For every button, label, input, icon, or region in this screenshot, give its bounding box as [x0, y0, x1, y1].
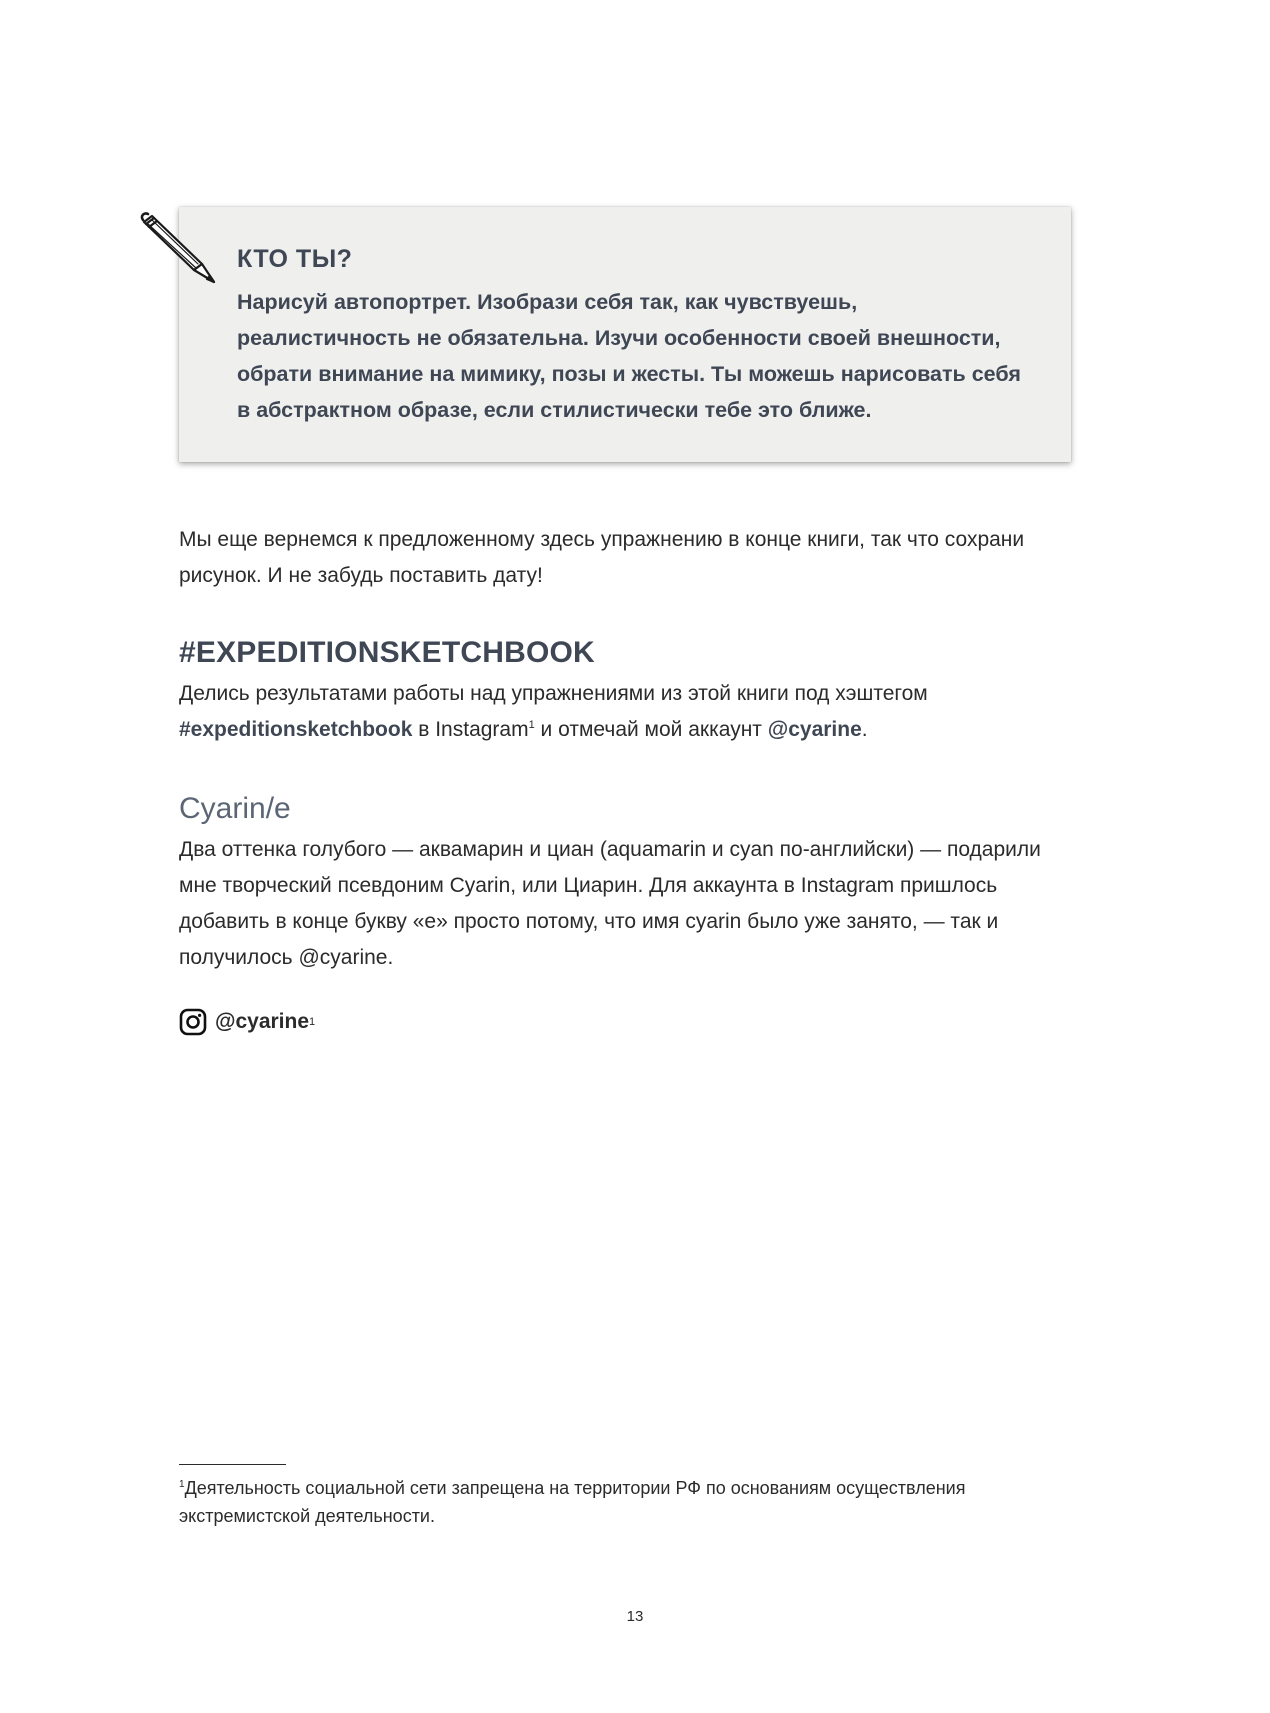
- intro-paragraph: Мы еще вернемся к предложенному здесь упражнению в конце книги, так что сохрани рисунок. И не забудь поставить дату!: [179, 528, 1025, 587]
- card-text: Нарисуй автопортрет. Изобрази себя так, как чувствуешь, реалистичность не обязательна. Изучи особенности своей внешности, обрати внимание на мимику, позы и жесты. Ты можешь нарисовать себя в абстрактном образе, если стилистически тебе это ближе.: [237, 290, 1021, 422]
- exercise-card: [179, 207, 1071, 462]
- hashtag-text-before: Делись результатами работы над упражнениями из этой книги под хэштегом: [179, 682, 928, 705]
- footnote: [179, 1474, 1079, 1530]
- footnote-text: Деятельность социальной сети запрещена на территории РФ по основаниям осуществления экстремистской деятельности.: [179, 1478, 966, 1526]
- cyarin-heading: Cyarin/e: [179, 792, 291, 825]
- hashtag-link[interactable]: #expeditionsketchbook: [179, 718, 413, 741]
- account-link[interactable]: @cyarine: [767, 718, 862, 741]
- instagram-icon: [179, 1008, 207, 1036]
- hashtag-text-middle: в Instagram: [412, 718, 529, 741]
- page-number: 13: [626, 1608, 644, 1625]
- card-title: КТО ТЫ?: [237, 245, 353, 273]
- footnote-mark: 1: [179, 1479, 185, 1490]
- hashtag-text-after: и отмечай мой аккаунт: [534, 718, 768, 741]
- instagram-handle[interactable]: @cyarine: [215, 1010, 310, 1033]
- cyarin-paragraph: Два оттенка голубого — аквамарин и циан (aquamarin и cyan по-английски) — подарили мне творческий псевдоним Cyarin, или Циарин. Для аккаунта в Instagram пришлось добавить в конце букву «e» просто потому, что имя cyarin было уже занято, — так и получилось @cyarine.: [179, 838, 1041, 969]
- footnote-reference[interactable]: 1: [528, 719, 535, 731]
- hashtag-paragraph: [179, 676, 1079, 748]
- footnote-divider: [179, 1464, 286, 1465]
- pencil-icon: [140, 212, 220, 288]
- hashtag-text-end: .: [861, 718, 868, 741]
- instagram-handle-row[interactable]: @cyarine 1: [179, 1008, 315, 1036]
- hashtag-heading: #EXPEDITIONSKETCHBOOK: [179, 636, 595, 669]
